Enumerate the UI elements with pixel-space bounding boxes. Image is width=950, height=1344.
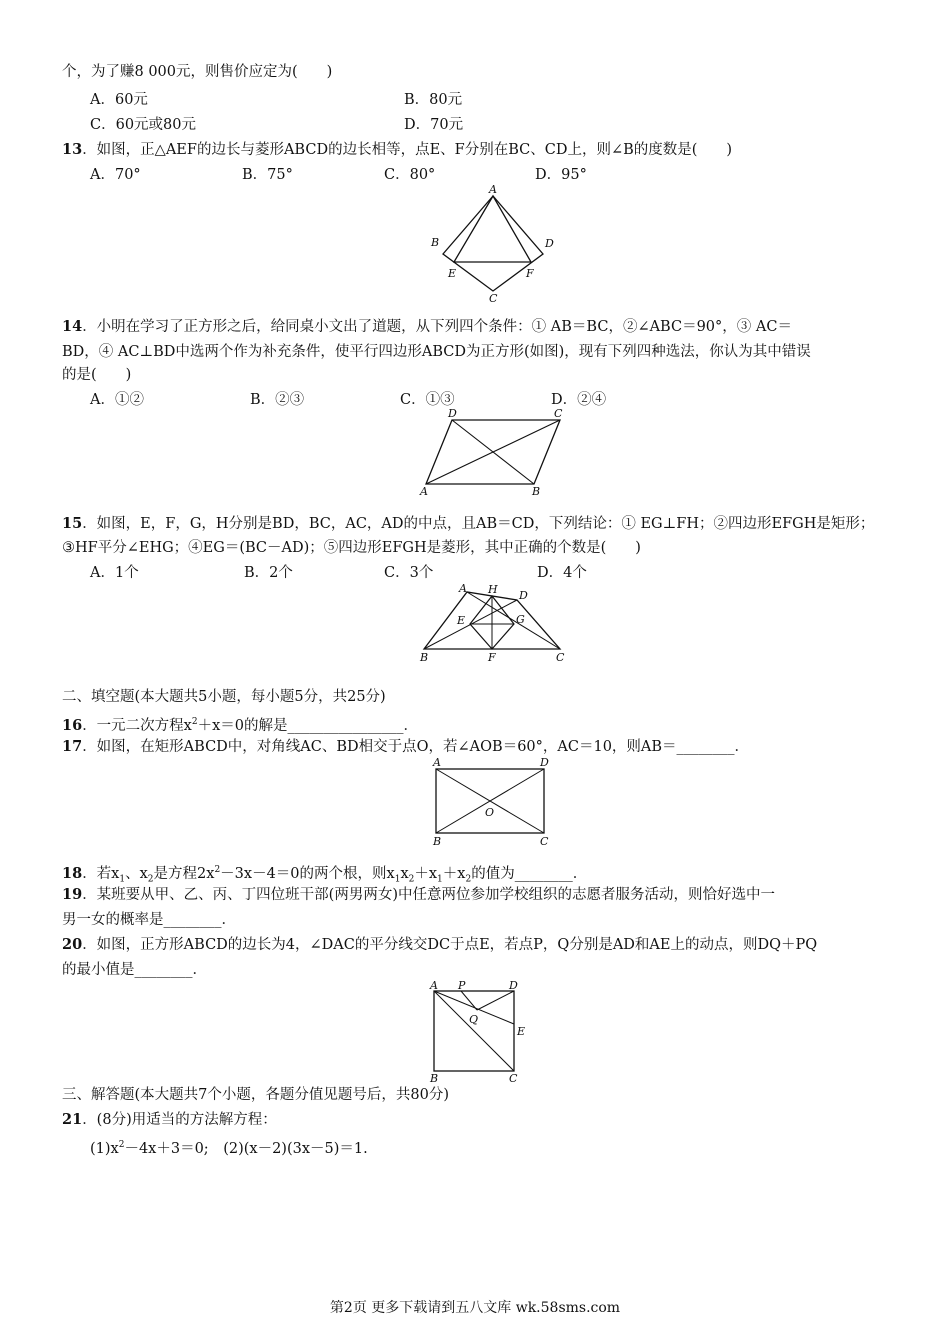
label-d: D — [448, 407, 457, 420]
label-f: F — [488, 651, 496, 664]
label-e: E — [457, 614, 466, 627]
label-b: B — [532, 485, 541, 498]
label-q: Q — [469, 1013, 479, 1026]
q18-part: ＋x — [414, 865, 438, 882]
q12-option-a: A．60元 — [90, 92, 148, 108]
q14-option-c: C．①③ — [400, 392, 455, 408]
section-2-heading: 二、填空题(本大题共5小题，每小题5分，共25分) — [62, 689, 386, 705]
label-c: C — [554, 407, 563, 420]
q15-option-a: A．1个 — [90, 565, 139, 581]
q12-option-c: C．60元或80元 — [90, 117, 196, 133]
q14-option-a: A．①② — [90, 392, 144, 408]
label-b: B — [420, 651, 429, 664]
q18-part: 的值为________． — [471, 865, 588, 882]
page-footer: 第2页 更多下载请到五八文库 wk.58sms.com — [329, 1300, 621, 1316]
q18-subscript: 2 — [465, 874, 472, 885]
q18-number: 18 — [62, 864, 83, 882]
q20-figure — [425, 980, 535, 1084]
q21-equations — [90, 1135, 368, 1159]
q18-part: 是方程2x — [153, 865, 215, 882]
q14-stem-1: ．小明在学习了正方形之后，给同桌小文出了道题，从下列四个条件：① AB＝BC，②∠ABC＝90°，③ AC＝ — [82, 319, 792, 335]
segment-pq — [461, 991, 477, 1010]
label-d: D — [540, 756, 549, 769]
q18-subscript: 1 — [119, 874, 126, 885]
q12-option-d: D．70元 — [404, 117, 464, 133]
q21-eq-rest: －4x＋3＝0; (2)(x－2)(3x－5)＝1. — [124, 1140, 368, 1157]
label-d: D — [509, 979, 518, 992]
triangle-aef — [454, 196, 531, 262]
q20-number: 20 — [62, 936, 83, 953]
label-c: C — [540, 835, 549, 848]
q21-text — [62, 1110, 277, 1130]
label-f: F — [526, 267, 534, 280]
label-p: P — [458, 979, 466, 992]
q13-number: 13 — [62, 141, 83, 158]
diagonal-ac — [434, 991, 514, 1071]
diagonal-bd — [452, 420, 534, 484]
q13-text — [62, 140, 732, 160]
q18-subscript: 1 — [437, 874, 443, 885]
q18-subscript: 2 — [408, 874, 415, 885]
q14-number: 14 — [62, 318, 83, 335]
q15-figure — [412, 582, 572, 666]
label-b: B — [433, 835, 442, 848]
q19-stem-1: ．某班要从甲、乙、丙、丁四位班干部(两男两女)中任意两位参加学校组织的志愿者服务活动，则恰好选中一 — [82, 887, 775, 903]
q13-stem: ．如图，正△AEF的边长与菱形ABCD的边长相等，点E、F分别在BC、CD上，则∠B的度数是( ) — [82, 142, 733, 158]
q15-option-c: C．3个 — [384, 565, 434, 581]
label-c: C — [509, 1072, 518, 1085]
q20-stem-1: ．如图，正方形ABCD的边长为4，∠DAC的平分线交DC于点E，若点P，Q分别是AD和AE上的动点，则DQ＋PQ — [82, 937, 818, 953]
q18-part: ．若x — [82, 865, 120, 882]
label-e: E — [517, 1025, 526, 1038]
q20-text-line2: 的最小值是________． — [62, 962, 207, 978]
q21-stem: ．(8分)用适当的方法解方程： — [82, 1112, 277, 1128]
q14-option-d: D．②④ — [551, 392, 607, 408]
q15-option-b: B．2个 — [244, 565, 293, 581]
q21-number: 21 — [62, 1111, 83, 1128]
q16-pre: ．一元二次方程x — [82, 717, 192, 734]
q17-figure — [425, 755, 560, 849]
label-h: H — [488, 583, 498, 596]
q13-option-d: D．95° — [535, 167, 587, 183]
q14-text-line1 — [62, 317, 792, 337]
q15-text-line1 — [62, 514, 874, 534]
q12-text: 个，为了赚8 000元，则售价应定为( ) — [62, 64, 333, 80]
q18-part: x — [400, 865, 409, 882]
q13-option-b: B．75° — [242, 167, 293, 183]
q16-exponent: 2 — [191, 717, 198, 727]
q16-post: ＋x＝0的解是________________． — [197, 717, 419, 734]
q15-text-line2: ③HF平分∠EHG；④EG＝(BC－AD)；⑤四边形EFGH是菱形，其中正确的个数是( ) — [62, 540, 641, 556]
q18-subscript: 1 — [394, 874, 401, 885]
q13-option-c: C．80° — [384, 167, 436, 183]
segment-dq — [477, 991, 514, 1010]
q17-number: 17 — [62, 738, 83, 755]
q15-option-d: D．4个 — [537, 565, 587, 581]
q13-option-a: A．70° — [90, 167, 141, 183]
q19-text-line2: 男一女的概率是________． — [62, 912, 236, 928]
label-d: D — [545, 237, 554, 250]
q15-stem-1: ．如图，E，F，G，H分别是BD，BC，AC，AD的中点，且AB＝CD，下列结论：① EG⊥FH；②四边形EFGH是矩形； — [82, 516, 875, 532]
label-a: A — [430, 979, 438, 992]
q19-number: 19 — [62, 886, 83, 903]
q20-text-line1 — [62, 935, 817, 955]
q16-number: 16 — [62, 716, 83, 734]
label-b: B — [431, 236, 440, 249]
q21-eq1-exponent: 2 — [118, 1140, 125, 1150]
q13-figure — [420, 184, 560, 304]
q18-part: ＋x — [442, 865, 466, 882]
label-c: C — [489, 292, 498, 305]
label-o: O — [485, 806, 495, 819]
label-a: A — [420, 485, 428, 498]
q17-stem: ．如图，在矩形ABCD中，对角线AC、BD相交于点O，若∠AOB＝60°，AC＝10，则AB＝________． — [82, 739, 750, 755]
label-c: C — [556, 651, 565, 664]
label-a: A — [489, 183, 497, 196]
label-g: G — [516, 613, 525, 626]
q18-part: 、x — [125, 865, 148, 882]
q15-number: 15 — [62, 515, 83, 532]
q21-eq1-pre: (1)x — [90, 1140, 119, 1157]
q18-subscript: 2 — [147, 874, 154, 885]
q14-option-b: B．②③ — [250, 392, 305, 408]
label-b: B — [430, 1072, 439, 1085]
q14-figure — [410, 408, 570, 500]
section-3-heading: 三、解答题(本大题共7个小题，各题分值见题号后，共80分) — [62, 1087, 449, 1103]
label-e: E — [448, 267, 457, 280]
q17-text — [62, 737, 749, 757]
label-a: A — [459, 582, 467, 595]
q16-text — [62, 712, 418, 736]
q14-text-line3: 的是( ) — [62, 367, 132, 383]
q18-exponent: 2 — [214, 865, 221, 875]
q12-option-b: B．80元 — [404, 92, 463, 108]
label-a: A — [433, 756, 441, 769]
q19-text-line1 — [62, 885, 775, 905]
diagonal-ac — [467, 592, 560, 649]
q14-text-line2: BD，④ AC⊥BD中选两个作为补充条件，使平行四边形ABCD为正方形(如图)，现有下列四种选法，你认为其中错误 — [62, 344, 811, 360]
q18-part: －3x－4＝0的两个根，则x — [220, 865, 395, 882]
label-d: D — [519, 589, 528, 602]
